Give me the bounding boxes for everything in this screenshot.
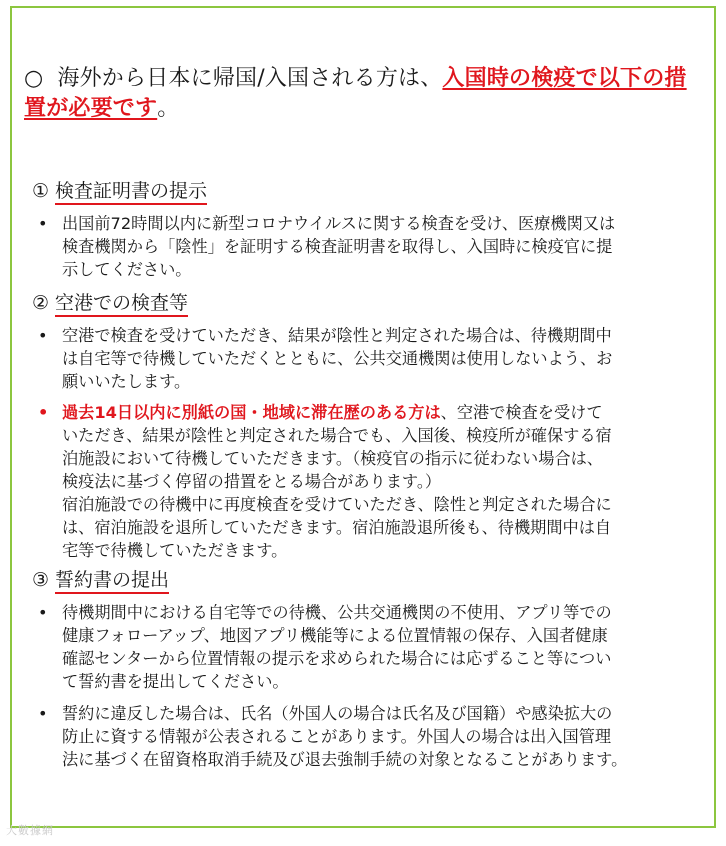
bullet-line: 空港で検査を受けていただき、結果が陰性と判定された場合は、待機期間中	[62, 326, 612, 345]
bullet-line: 宿泊施設での待機中に再度検査を受けていただき、陰性と判定された場合に	[62, 495, 612, 514]
bullet-line: は自宅等で待機していただくとともに、公共交通機関は使用しないよう、お	[62, 349, 613, 368]
bullet-line: 防止に資する情報が公表されることがあります。外国人の場合は出入国管理	[62, 727, 612, 746]
bullet-text: 、空港で検査を受けて	[440, 403, 603, 422]
bullet-line: 願いいたします。	[62, 372, 191, 391]
bullet-dot: •	[38, 403, 49, 422]
bullet-dot: •	[38, 326, 48, 345]
section-title-text: 誓約書の提出	[55, 569, 169, 594]
list-item	[38, 212, 704, 281]
section-title-text: 検査証明書の提示	[55, 180, 207, 205]
watermark: 大數據網	[6, 824, 54, 837]
list-item	[38, 702, 704, 771]
bullet-line: 検査機関から「陰性」を証明する検査証明書を取得し、入国時に検疫官に提	[62, 237, 613, 256]
bullet-line: て誓約書を提出してください。	[62, 672, 289, 691]
bullet-line: 宅等で待機していただきます。	[62, 541, 288, 560]
bullet-line: 健康フォローアップ、地図アプリ機能等による位置情報の保存、入国者健康	[62, 626, 608, 645]
bullet-dot: •	[38, 704, 48, 723]
bullet-dot: •	[38, 603, 48, 622]
bullet-dot: •	[38, 214, 48, 233]
section-title-airport-test	[32, 290, 188, 316]
list-item	[38, 324, 704, 393]
bullet-line: 待機期間中における自宅等での待機、公共交通機関の不使用、アプリ等での	[62, 603, 612, 622]
bullet-line: 示してください。	[62, 260, 192, 279]
section-title-text: 空港での検査等	[55, 292, 188, 317]
circle-marker: ○	[24, 66, 44, 91]
bullet-line: いただき、結果が陰性と判定された場合でも、入国後、検疫所が確保する宿	[62, 426, 612, 445]
bullet-line: 出国前72時間以内に新型コロナウイルスに関する検査を受け、医療機関又は	[62, 214, 616, 233]
bullet-line	[62, 401, 704, 424]
bullet-line: 誓約に違反した場合は、氏名（外国人の場合は氏名及び国籍）や感染拡大の	[62, 704, 613, 723]
bullet-line: 確認センターから位置情報の提示を求められた場合には応ずること等につい	[62, 649, 612, 668]
intro-emphasis: 入国時の検疫で以下の措置が必要です	[24, 66, 687, 121]
bullet-line: 法に基づく在留資格取消手続及び退去強制手続の対象となることがあります。	[62, 750, 628, 769]
list-item	[38, 401, 704, 562]
intro-statement	[24, 64, 704, 124]
intro-text: 海外から日本に帰国/入国される方は、	[57, 66, 443, 91]
intro-end: 。	[157, 96, 180, 121]
bullet-emphasis: 過去14日以内に別紙の国・地域に滞在歴のある方は	[62, 403, 441, 422]
section-number: ③	[32, 569, 50, 591]
section-number: ①	[32, 180, 50, 202]
section-title-certificate	[32, 178, 207, 204]
bullet-line: 泊施設において待機していただきます。（検疫官の指示に従わない場合は、	[62, 449, 603, 468]
section-title-pledge	[32, 567, 169, 593]
list-item	[38, 601, 704, 693]
section-number: ②	[32, 292, 50, 314]
bullet-line: は、宿泊施設を退所していただきます。宿泊施設退所後も、待機期間中は自	[62, 518, 612, 537]
bullet-line: 検疫法に基づく停留の措置をとる場合があります。）	[62, 472, 442, 491]
